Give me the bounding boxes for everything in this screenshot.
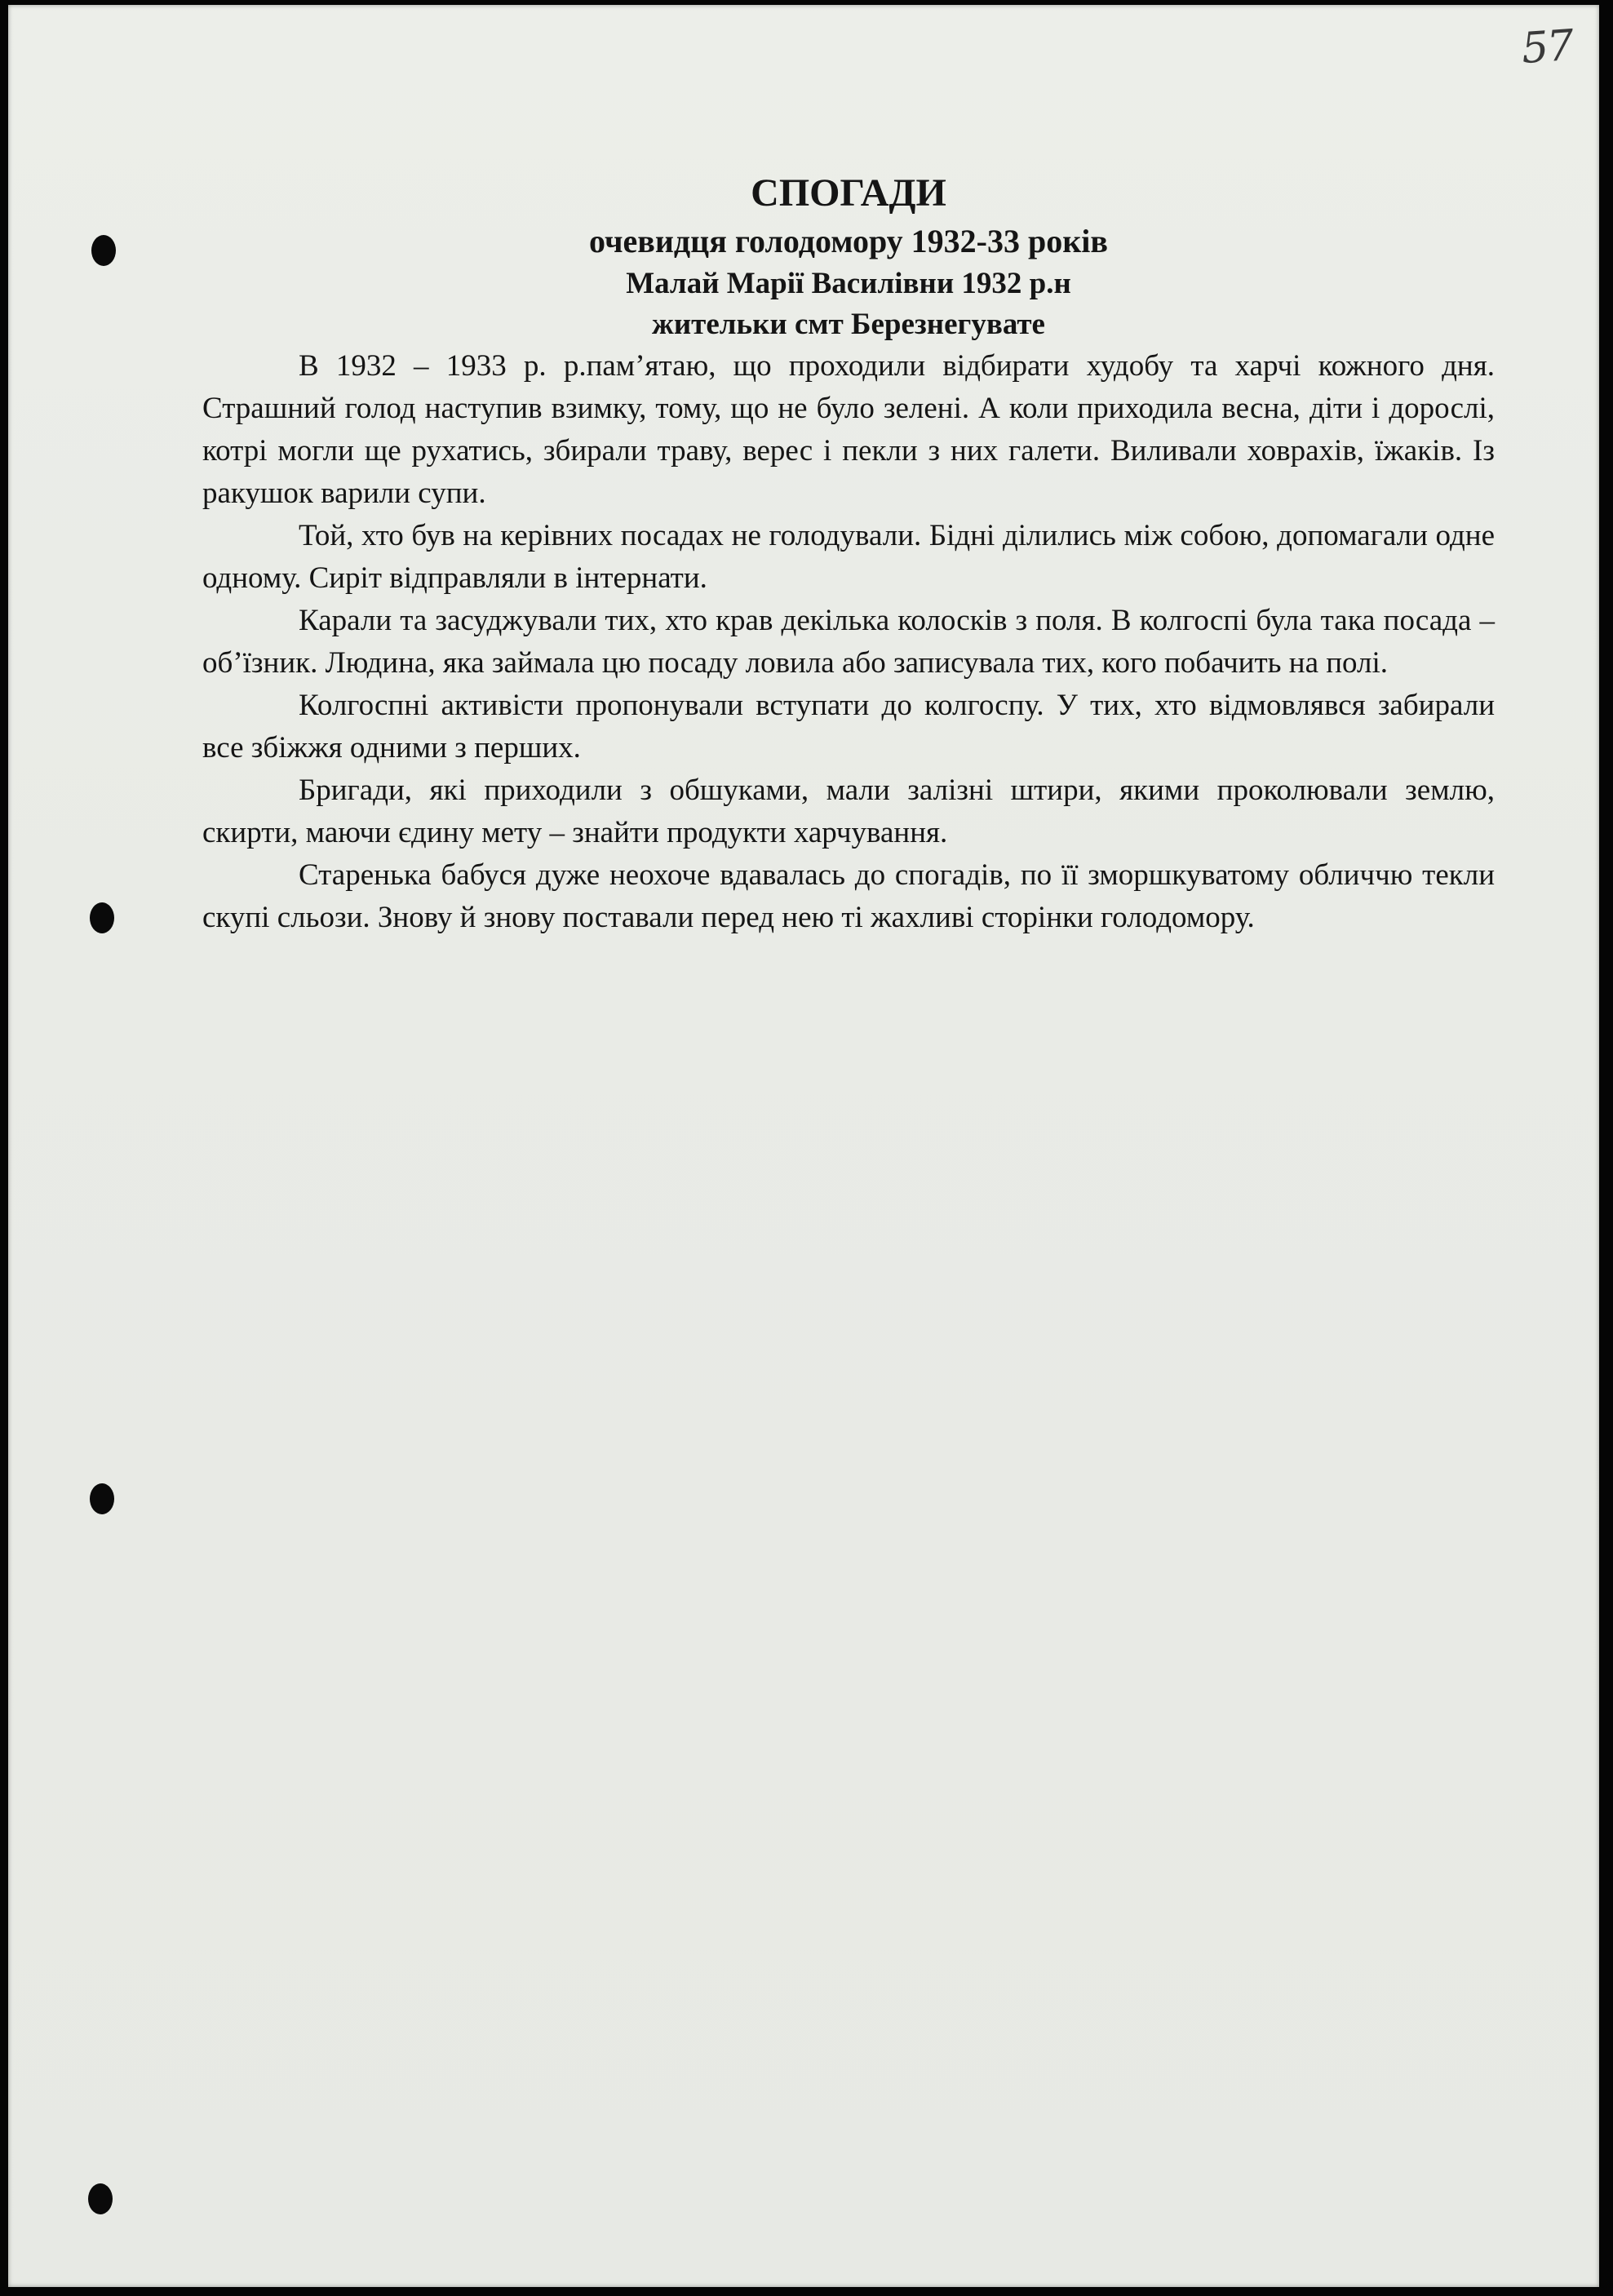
handwritten-page-number: 57 xyxy=(1519,20,1575,74)
witness-name: Малай Марії Василівни 1932 р.н xyxy=(626,267,1071,300)
paragraph: Бригади, які приходили з обшуками, мали залізні штири, якими проколювали землю, скирти, маючи єдину мету – знайти продукти харчування. xyxy=(202,773,1495,849)
punch-hole xyxy=(88,2183,113,2214)
paragraph: Карали та засуджували тих, хто крав декілька колосків з поля. В колгоспі була така посада – об’їзник. Людина, яка займала цю посаду ловила або записувала тих, кого побачить на полі. xyxy=(202,604,1495,680)
document-subtitle: очевидця голодомору 1932-33 років xyxy=(588,223,1108,259)
paper-sheet xyxy=(8,5,1599,2287)
witness-residence: жительки смт Березнегувате xyxy=(652,308,1045,341)
punch-hole xyxy=(90,1483,114,1514)
document-body xyxy=(202,168,1495,939)
punch-hole xyxy=(91,235,116,266)
paragraph: Той, хто був на керівних посадах не голодували. Бідні ділились між собою, допомагали одне одному. Сиріт відправляли в інтернати. xyxy=(202,519,1495,595)
document-title: СПОГАДИ xyxy=(751,171,946,215)
paragraph: Старенька бабуся дуже неохоче вдавалась до спогадів, по її зморшкуватому обличчю текли скупі сльози. Знову й знову поставали перед нею ті жахливі сторінки голодомору. xyxy=(202,858,1495,934)
paragraph: В 1932 – 1933 р. р.пам’ятаю, що проходили відбирати худобу та харчі кожного дня. Страшний голод наступив взимку, тому, що не було зелені. А коли приходила весна, діти і дорослі, котрі могли ще рухатись, збирали траву, верес і пекли з них галети. Виливали ховрахів, їжаків. Із ракушок варили супи. xyxy=(202,349,1495,510)
punch-hole xyxy=(90,902,114,933)
paragraph: Колгоспні активісти пропонували вступати до колгоспу. У тих, хто відмовлявся забирали все збіжжя одними з перших. xyxy=(202,689,1495,765)
